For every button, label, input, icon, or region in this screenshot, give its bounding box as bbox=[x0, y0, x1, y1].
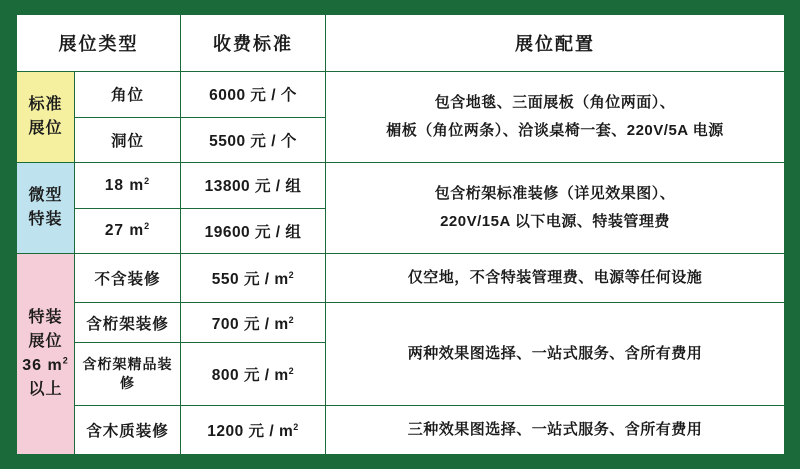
table-row bbox=[17, 72, 785, 118]
category-standard-line1: 标准 bbox=[28, 96, 63, 114]
config-standard-line1: 包含地毯、三面展板（角位两面）、 bbox=[434, 93, 676, 111]
category-standard bbox=[17, 72, 75, 163]
table-header-row bbox=[17, 15, 785, 72]
config-truss-decoration bbox=[326, 303, 785, 405]
table-row bbox=[17, 405, 785, 454]
header-booth-type: 展位类型 bbox=[17, 15, 181, 72]
type-micro-27-label: 27 $m^2$ bbox=[104, 221, 151, 240]
category-deluxe bbox=[17, 254, 75, 455]
header-price-standard: 收费标准 bbox=[181, 15, 326, 72]
category-micro-line2: 特装 bbox=[28, 211, 63, 229]
header-booth-config: 展位配置 bbox=[326, 15, 785, 72]
price-micro-27: 19600 元 / 组 bbox=[181, 208, 326, 254]
type-truss-decoration: 含桁架装修 bbox=[75, 303, 181, 343]
table-row bbox=[17, 254, 785, 303]
config-micro-line2: 220V/15A 以下电源、特装管理费 bbox=[440, 213, 670, 231]
category-micro-deluxe bbox=[17, 163, 75, 254]
table-row bbox=[17, 163, 785, 209]
type-truss-premium-decoration: 含桁架精品装修 bbox=[75, 342, 181, 405]
type-micro-18-label: 18 $m^2$ bbox=[104, 175, 151, 194]
category-standard-line2: 展位 bbox=[28, 120, 63, 138]
price-corner-booth: 6000 元 / 个 bbox=[181, 72, 326, 118]
price-truss-premium-decoration: 800 元 / $m^2$ bbox=[181, 342, 326, 405]
config-no-decoration-line1: 仅空地，不含特装管理费、电源等任何设施 bbox=[407, 268, 703, 286]
price-wood-decoration: 1200 元 / $m^2$ bbox=[181, 405, 326, 454]
type-corner-booth: 角位 bbox=[75, 72, 181, 118]
config-no-decoration bbox=[326, 254, 785, 303]
config-micro-deluxe bbox=[326, 163, 785, 254]
config-wood-decoration bbox=[326, 405, 785, 454]
table-header bbox=[17, 15, 785, 72]
category-deluxe-line4: 以上 bbox=[28, 381, 63, 399]
config-standard bbox=[326, 72, 785, 163]
category-micro-line1: 微型 bbox=[28, 187, 63, 205]
booth-price-table bbox=[16, 14, 785, 455]
config-wood-line1: 三种效果图选择、一站式服务、含所有费用 bbox=[407, 420, 703, 438]
table-body bbox=[17, 72, 785, 455]
type-no-decoration: 不含装修 bbox=[75, 254, 181, 303]
type-inline-booth: 洞位 bbox=[75, 117, 181, 163]
config-micro-line1: 包含桁架标准装修（详见效果图）、 bbox=[434, 184, 676, 202]
price-table-container bbox=[16, 14, 784, 455]
price-inline-booth: 5500 元 / 个 bbox=[181, 117, 326, 163]
type-micro-18 bbox=[75, 163, 181, 209]
category-deluxe-line1: 特装 bbox=[28, 309, 63, 327]
category-deluxe-line2: 展位 bbox=[28, 333, 63, 351]
config-truss-line1: 两种效果图选择、一站式服务、含所有费用 bbox=[407, 344, 703, 362]
table-row bbox=[17, 303, 785, 343]
type-wood-decoration: 含木质装修 bbox=[75, 405, 181, 454]
category-deluxe-line3: 36 $m^2$ bbox=[22, 355, 69, 375]
price-truss-decoration: 700 元 / $m^2$ bbox=[181, 303, 326, 343]
config-standard-line2: 楣板（角位两条）、洽谈桌椅一套、220V/5A 电源 bbox=[386, 122, 724, 140]
type-micro-27 bbox=[75, 208, 181, 254]
price-micro-18: 13800 元 / 组 bbox=[181, 163, 326, 209]
price-no-decoration: 550 元 / $m^2$ bbox=[181, 254, 326, 303]
